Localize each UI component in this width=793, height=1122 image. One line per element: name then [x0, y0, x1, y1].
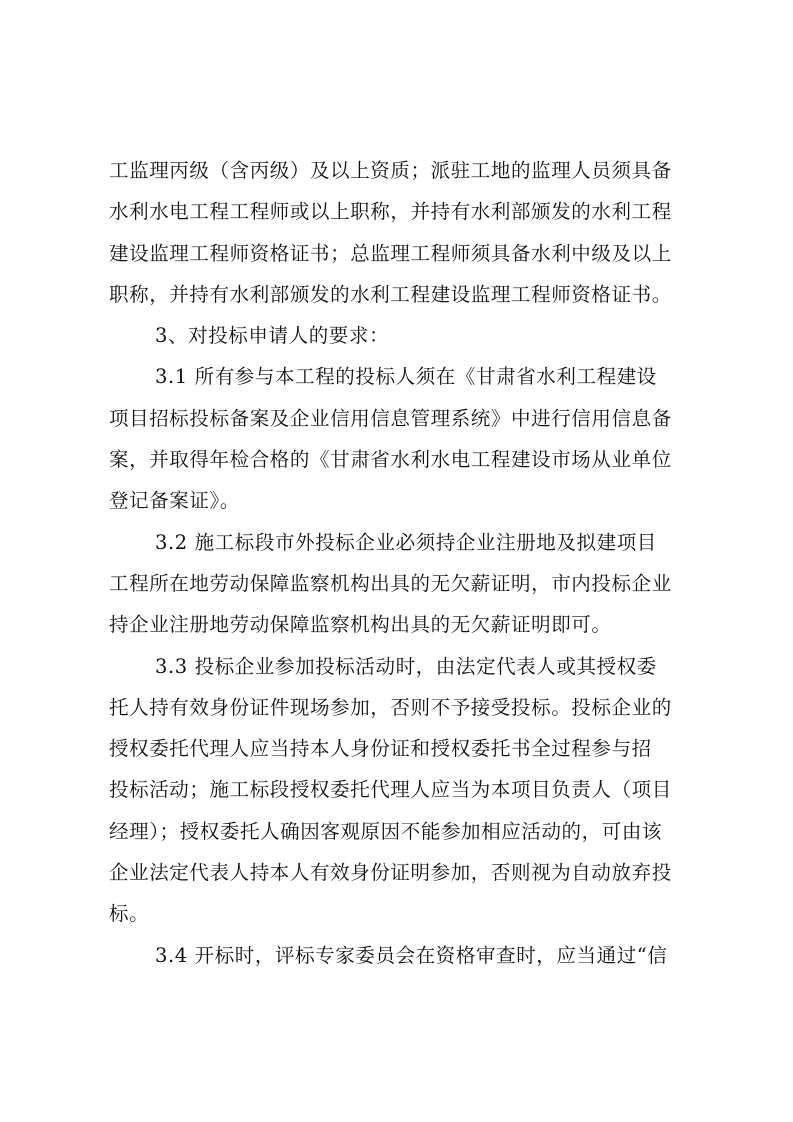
paragraph-first-line: 3.4 开标时，评标专家委员会在资格审查时，应当通过“信	[155, 943, 668, 967]
text-line: 项目招标投标备案及企业信用信息管理系统》中进行信用信息备	[109, 406, 672, 430]
text-line: 案，并取得年检合格的《甘肃省水利水电工程建设市场从业单位	[109, 448, 672, 472]
text-line: 工监理丙级（含丙级）及以上资质；派驻工地的监理人员须具备	[109, 159, 672, 182]
text-line: 工程所在地劳动保障监察机构出具的无欠薪证明，市内投标企业	[109, 571, 672, 595]
text-line: 登记备案证》。	[109, 489, 240, 513]
text-line: 托人持有效身份证件现场参加，否则不予接受投标。投标企业的	[109, 695, 672, 719]
text-line: 授权委托代理人应当持本人身份证和授权委托书全过程参与招	[109, 737, 652, 761]
text-line: 水利水电工程工程师或以上职称，并持有水利部颁发的水利工程	[109, 200, 672, 224]
document-body	[109, 150, 689, 976]
text-line: 企业法定代表人持本人有效身份证明参加，否则视为自动放弃投	[109, 861, 672, 885]
text-line: 持企业注册地劳动保障监察机构出具的无欠薪证明即可。	[109, 613, 612, 637]
text-line: 职称，并持有水利部颁发的水利工程建设监理工程师资格证书。	[109, 282, 672, 306]
paragraph-first-line: 3.3 投标企业参加投标活动时，由法定代表人或其授权委	[155, 654, 657, 678]
text-line: 投标活动；施工标段授权委托代理人应当为本项目负责人（项目	[109, 778, 672, 802]
paragraph-first-line: 3.1 所有参与本工程的投标人须在《甘肃省水利工程建设	[155, 365, 657, 389]
section-heading: 3、对投标申请人的要求：	[155, 324, 390, 348]
text-line: 建设监理工程师资格证书；总监理工程师须具备水利中级及以上	[109, 241, 672, 265]
text-line: 标。	[109, 902, 150, 926]
text-line: 经理）；授权委托人确因客观原因不能参加相应活动的，可由该	[109, 819, 663, 843]
paragraph-first-line: 3.2 施工标段市外投标企业必须持企业注册地及拟建项目	[155, 530, 657, 554]
